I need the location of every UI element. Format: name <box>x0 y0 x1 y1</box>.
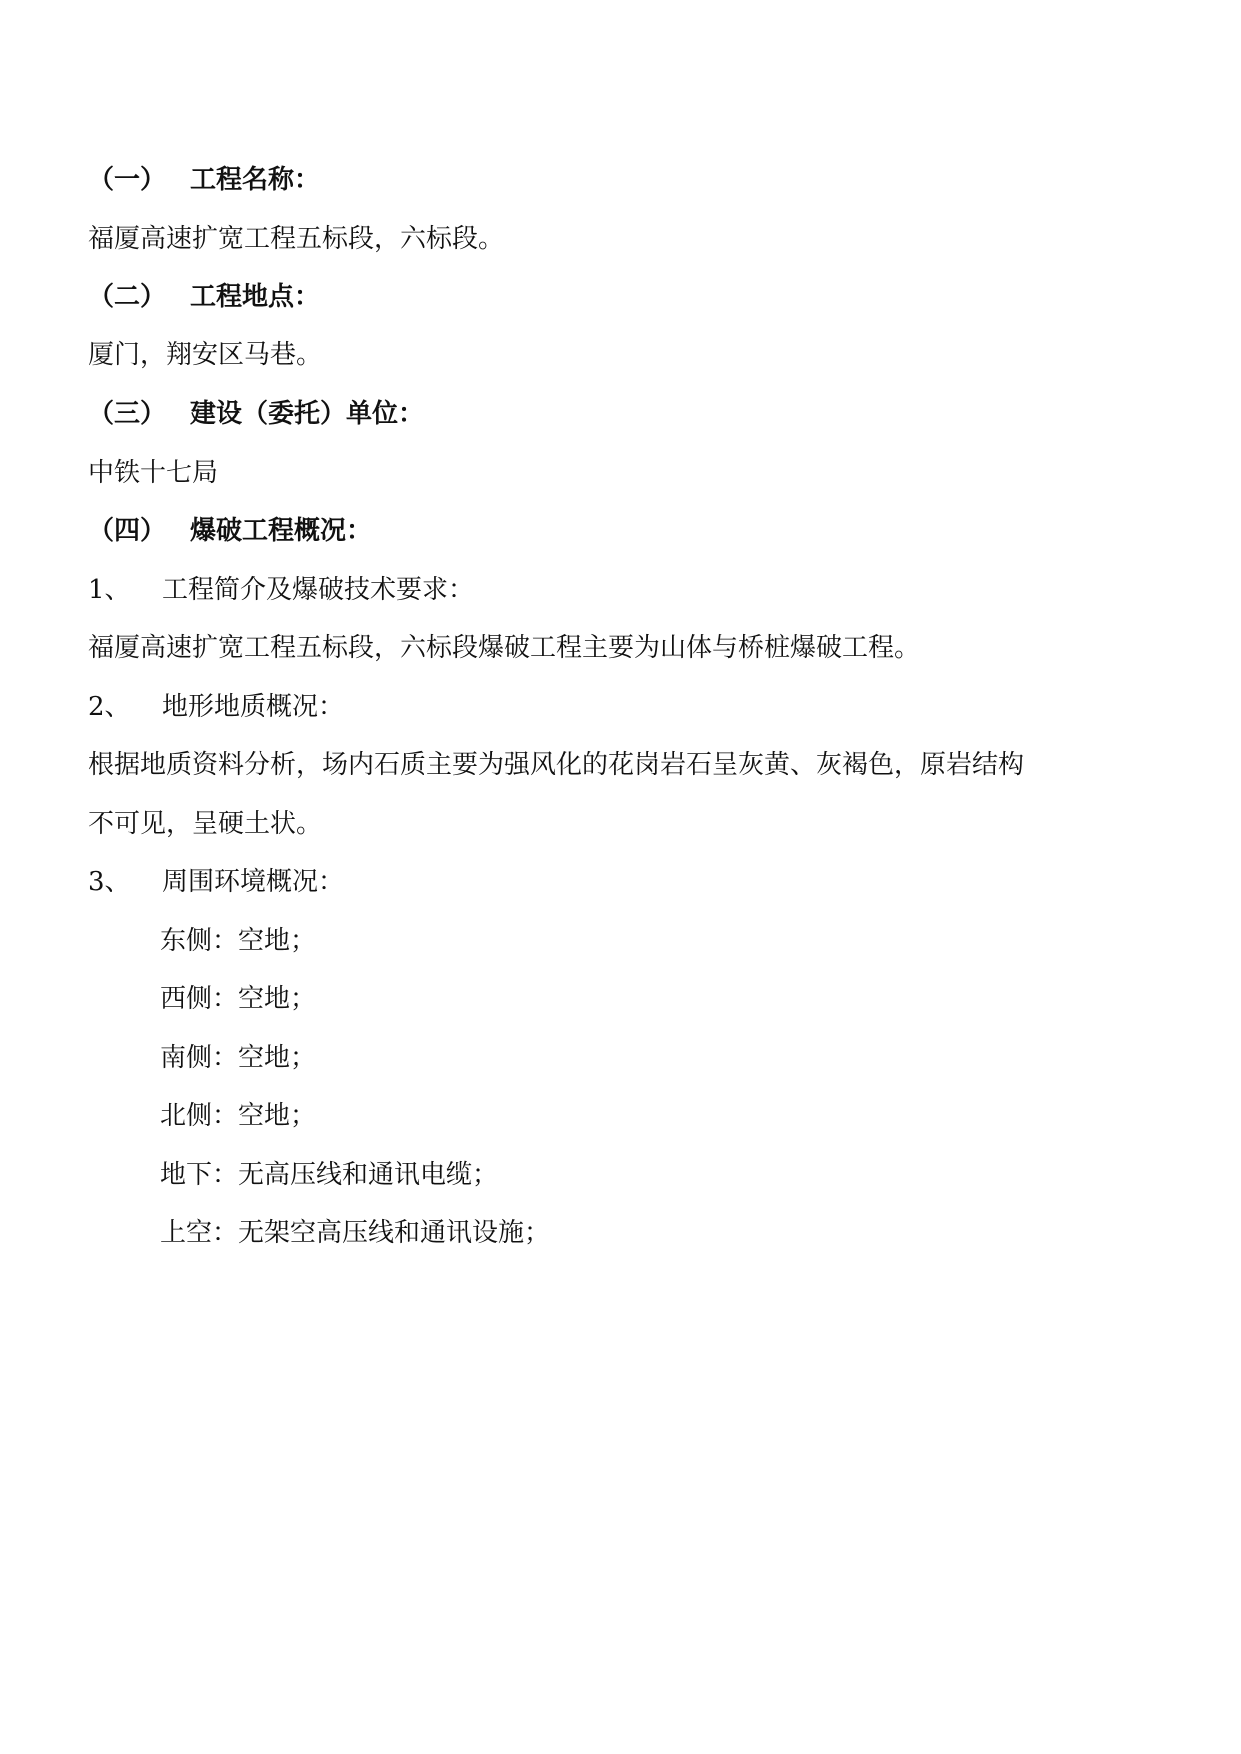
section-heading <box>88 163 320 197</box>
subsection-number: 2、 <box>88 692 131 722</box>
section-body: 厦门，翔安区马巷。 <box>88 340 323 370</box>
section-heading <box>88 280 320 314</box>
environment-item-west: 西侧：空地； <box>160 984 317 1014</box>
subsection-heading <box>88 690 344 724</box>
environment-item-south: 南侧：空地； <box>160 1043 317 1073</box>
subsection-title: 周围环境概况： <box>162 867 345 897</box>
section-heading <box>88 514 372 548</box>
section-title: 爆破工程概况： <box>190 516 373 546</box>
section-title: 工程地点： <box>190 282 321 312</box>
subsection-heading <box>88 865 344 899</box>
environment-item-north: 北侧：空地； <box>160 1101 317 1131</box>
subsection-title: 地形地质概况： <box>162 692 345 722</box>
section-title: 建设（委托）单位： <box>190 399 425 429</box>
section-number: （三） <box>88 399 167 429</box>
section-number: （四） <box>88 516 167 546</box>
section-heading <box>88 397 424 431</box>
subsection-heading <box>88 573 474 607</box>
environment-item-overhead: 上空：无架空高压线和通讯设施； <box>160 1218 551 1248</box>
subsection-body: 根据地质资料分析，场内石质主要为强风化的花岗岩石呈灰黄、灰褐色，原岩结构 <box>88 750 1025 780</box>
subsection-number: 3、 <box>88 867 131 897</box>
section-number: （二） <box>88 282 167 312</box>
section-title: 工程名称： <box>190 165 321 195</box>
subsection-body: 福厦高速扩宽工程五标段，六标段爆破工程主要为山体与桥桩爆破工程。 <box>88 633 921 663</box>
section-number: （一） <box>88 165 167 195</box>
environment-item-underground: 地下：无高压线和通讯电缆； <box>160 1160 499 1190</box>
subsection-title: 工程简介及爆破技术要求： <box>162 575 475 605</box>
section-body: 中铁十七局 <box>88 458 219 488</box>
section-body: 福厦高速扩宽工程五标段，六标段。 <box>88 224 505 254</box>
environment-item-east: 东侧：空地； <box>160 926 317 956</box>
subsection-number: 1、 <box>88 575 131 605</box>
subsection-body: 不可见，呈硬土状。 <box>88 809 323 839</box>
